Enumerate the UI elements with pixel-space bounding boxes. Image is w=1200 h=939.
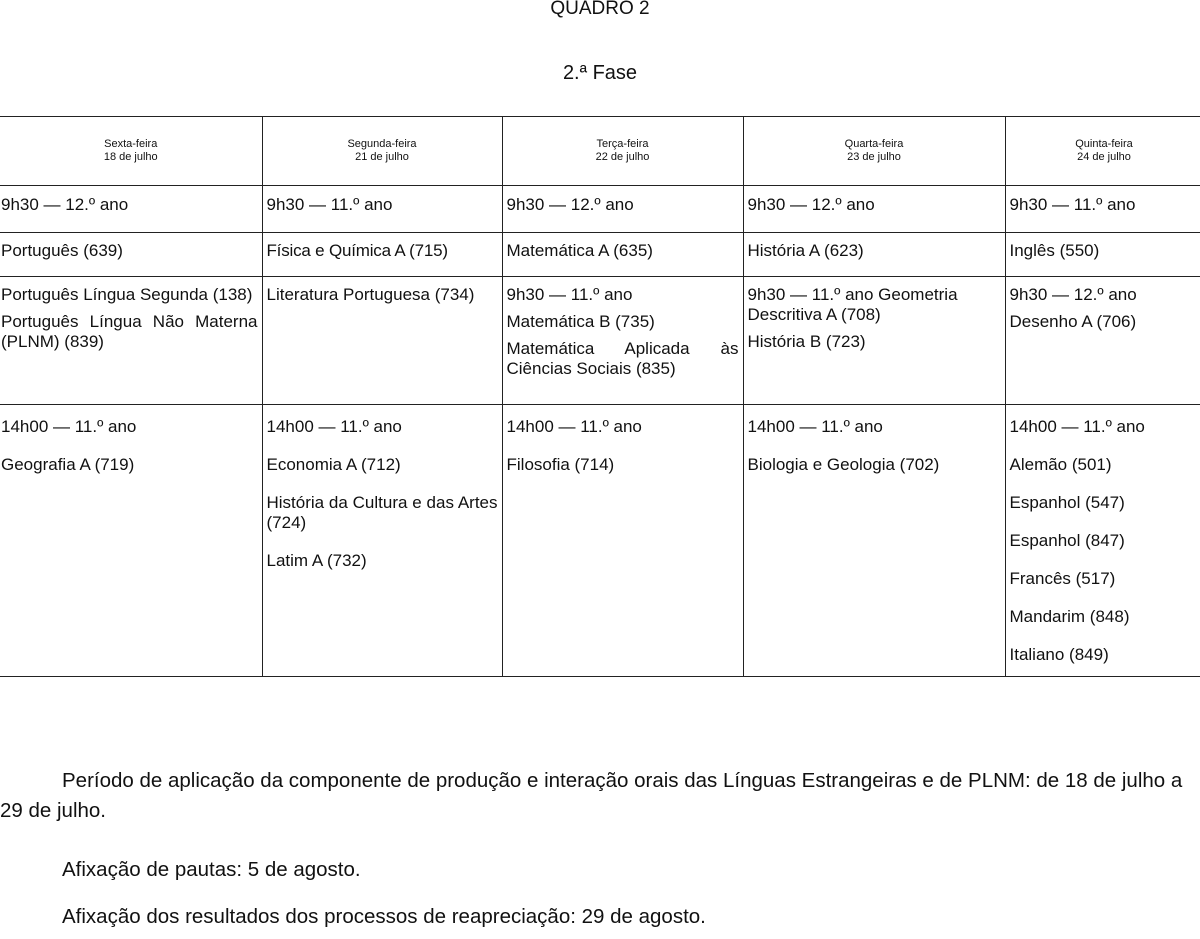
exam-entry: História B (723) bbox=[747, 332, 866, 351]
exam-entry: História da Cultura e das Artes (724) bbox=[266, 493, 498, 532]
column-header bbox=[0, 117, 262, 186]
column-header bbox=[1005, 117, 1200, 186]
day-label: Sexta-feira bbox=[104, 138, 158, 150]
exam-entry: 9h30 — 11.º ano Geometria Descritiva A (708) bbox=[747, 285, 958, 324]
exam-entry: Matemática Aplicada às Ciências Sociais (835) bbox=[506, 339, 739, 378]
exam-entry: Espanhol (547) bbox=[1009, 493, 1125, 512]
morning-exam-row bbox=[0, 233, 1200, 277]
morning-time-row bbox=[0, 186, 1200, 233]
time-label: 14h00 — 11.º ano bbox=[506, 417, 642, 436]
exam-entry: Matemática B (735) bbox=[506, 312, 655, 331]
exam-cell bbox=[502, 277, 743, 405]
exam-entry: Espanhol (847) bbox=[1009, 531, 1125, 550]
pautas-note: Afixação de pautas: 5 de agosto. bbox=[62, 858, 361, 881]
exam-cell: Matemática A (635) bbox=[502, 233, 743, 277]
day-label: Segunda-feira bbox=[347, 138, 417, 150]
time-cell: 9h30 — 12.º ano bbox=[0, 186, 262, 233]
exam-cell bbox=[1005, 277, 1200, 405]
exam-entry: Filosofia (714) bbox=[506, 455, 615, 474]
time-cell: 9h30 — 11.º ano bbox=[262, 186, 502, 233]
exam-entry: Latim A (732) bbox=[266, 551, 367, 570]
exam-schedule-table bbox=[0, 116, 1200, 677]
header-row bbox=[0, 117, 1200, 186]
exam-entry: Biologia e Geologia (702) bbox=[747, 455, 940, 474]
results-note: Afixação dos resultados dos processos de reapreciação: 29 de agosto. bbox=[62, 905, 706, 928]
exam-entry: Geografia A (719) bbox=[1, 455, 135, 474]
exam-cell: História A (623) bbox=[743, 233, 1005, 277]
exam-cell: Física e Química A (715) bbox=[262, 233, 502, 277]
exam-entry: Português Língua Segunda (138) bbox=[1, 285, 253, 304]
oral-period-note: Período de aplicação da componente de produção e interação orais das Línguas Estrangeiras e de PLNM: de 18 de julho a 29 de julho. bbox=[0, 769, 1183, 822]
exam-cell bbox=[1005, 405, 1200, 677]
exam-cell: Inglês (550) bbox=[1005, 233, 1200, 277]
exam-cell bbox=[0, 405, 262, 677]
time-label: 14h00 — 11.º ano bbox=[1009, 417, 1145, 436]
time-cell: 9h30 — 12.º ano bbox=[502, 186, 743, 233]
date-label: 24 de julho bbox=[1077, 151, 1131, 163]
morning-extra-row bbox=[0, 277, 1200, 405]
column-header bbox=[743, 117, 1005, 186]
time-label: 9h30 — 12.º ano bbox=[1009, 285, 1137, 304]
exam-cell bbox=[743, 277, 1005, 405]
time-cell: 9h30 — 12.º ano bbox=[743, 186, 1005, 233]
exam-cell bbox=[502, 405, 743, 677]
exam-entry: Mandarim (848) bbox=[1009, 607, 1130, 626]
exam-entry: Desenho A (706) bbox=[1009, 312, 1137, 331]
time-label: 14h00 — 11.º ano bbox=[747, 417, 883, 436]
day-label: Terça-feira bbox=[596, 138, 649, 150]
column-header bbox=[262, 117, 502, 186]
date-label: 23 de julho bbox=[847, 151, 901, 163]
exam-cell bbox=[0, 277, 262, 405]
exam-entry: Literatura Portuguesa (734) bbox=[266, 285, 475, 304]
exam-entry: Economia A (712) bbox=[266, 455, 401, 474]
exam-entry: Português Língua Não Materna (PLNM) (839) bbox=[1, 312, 258, 351]
date-label: 22 de julho bbox=[595, 151, 650, 163]
exam-cell bbox=[743, 405, 1005, 677]
time-label: 9h30 — 11.º ano bbox=[506, 285, 633, 304]
day-label: Quarta-feira bbox=[844, 138, 904, 150]
time-label: 14h00 — 11.º ano bbox=[266, 417, 402, 436]
column-header bbox=[502, 117, 743, 186]
time-cell: 9h30 — 11.º ano bbox=[1005, 186, 1200, 233]
day-label: Quinta-feira bbox=[1075, 138, 1133, 150]
exam-cell bbox=[262, 405, 502, 677]
exam-entry: Alemão (501) bbox=[1009, 455, 1112, 474]
date-label: 18 de julho bbox=[103, 151, 158, 163]
table-title: QUADRO 2 bbox=[550, 0, 650, 19]
exam-entry: Italiano (849) bbox=[1009, 645, 1109, 664]
date-label: 21 de julho bbox=[355, 151, 409, 163]
phase-label: 2.ª Fase bbox=[562, 62, 638, 84]
exam-entry: Francês (517) bbox=[1009, 569, 1116, 588]
exam-cell: Português (639) bbox=[0, 233, 262, 277]
afternoon-row bbox=[0, 405, 1200, 677]
exam-cell bbox=[262, 277, 502, 405]
time-label: 14h00 — 11.º ano bbox=[1, 417, 137, 436]
